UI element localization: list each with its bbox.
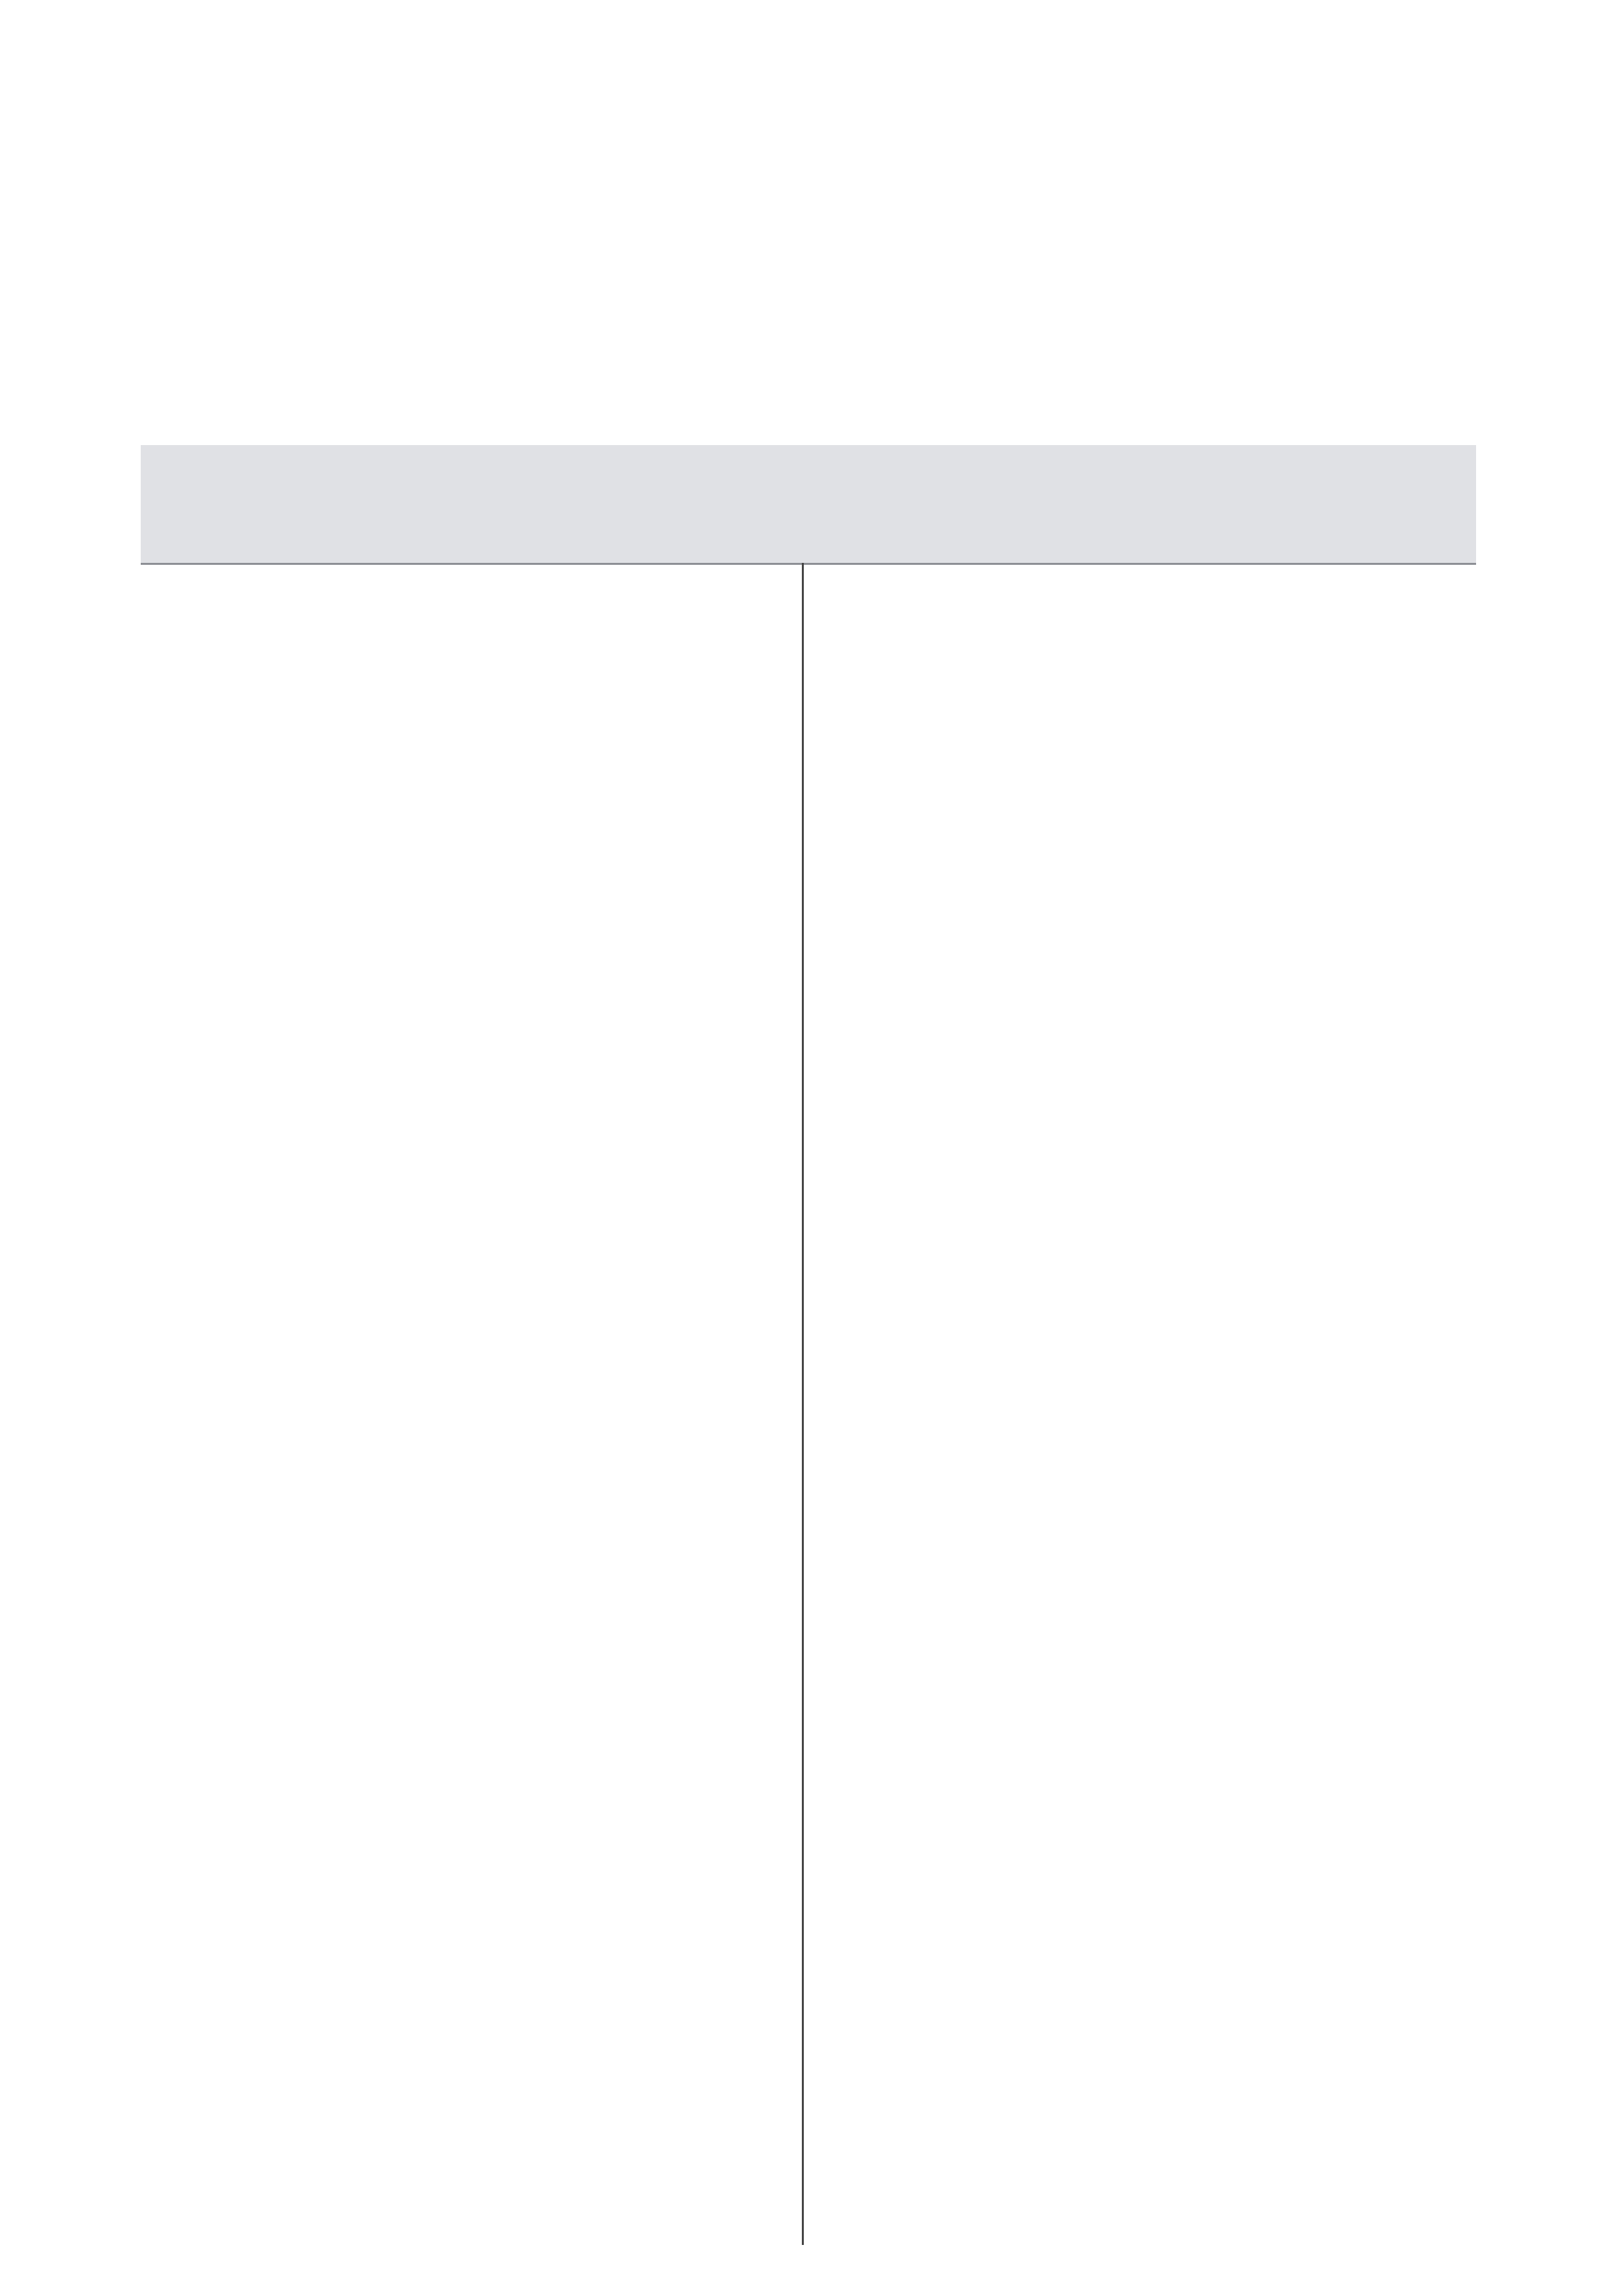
column-divider <box>802 563 804 2245</box>
approach-1-1 <box>818 622 1456 627</box>
table-header <box>141 445 1476 565</box>
